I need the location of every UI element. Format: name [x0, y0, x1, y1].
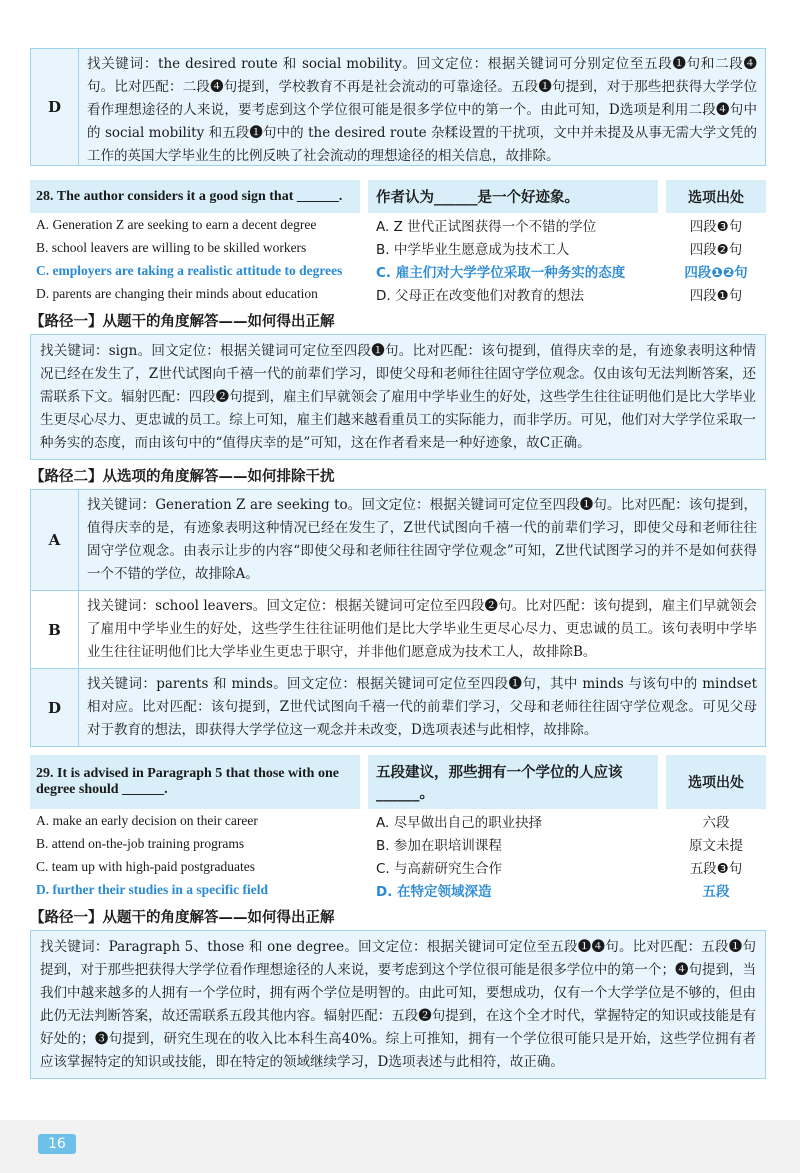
q28-route1-analysis: 找关键词：sign。回文定位：根据关键词可定位至四段❶句。比对匹配：该句提到，值得庆幸的是，有迹象表明这种情况已经在发生了，Z世代试图向千禧一代的前辈们学习，即使父母和老师往往固守学位观念。仅由该句无法判断答案，还需联系下文。辐射匹配：四段❷句提到，雇主们早就领会了雇用中学毕业生的好处，这些学生往往证明他们是比大学毕业生更尽心尽力、更忠诚的员工。综上可知，雇主们越来越看重员工的实际能力，而非学历。可见，他们对大学学位采取一种务实的态度，而由该句中的“值得庆幸的是”可知，这在作者看来是一种好迹象，故C正确。: [30, 334, 766, 460]
q29-route1-analysis: 找关键词：Paragraph 5、those 和 one degree。回文定位：根据关键词可定位至五段❶❹句。比对匹配：五段❶句提到，对于那些把获得大学学位看作理想途径的人来说，要考虑到这个学位很可能是很多学位中的第一个；❹句提到，当我们中越来越多的人拥有一个学位时，拥有两个学位是明智的。由此可知，要想成功，仅有一个大学学位是不够的，但由此仍无法判断答案，故还需联系五段其他内容。辐射匹配：五段❷句提到，在这个全才时代，掌握特定的知识或技能是有好处的；❸句提到，研究生现在的收入比本科生高40%。综上可推知，拥有一个学位很可能只是开始，这些学位拥有者应该掌握特定的知识或技能，即在特定的领域继续学习，D选项表述与此相符，故正确。: [30, 930, 766, 1079]
option-cn: B. 中学毕业生愿意成为技术工人: [376, 241, 570, 258]
q28-route1-title: 【路径一】从题干的角度解答——如何得出正解: [30, 314, 335, 330]
q28-route2-option-d: [30, 669, 766, 747]
q28-route2-title: 【路径二】从选项的角度解答——如何排除干扰: [30, 469, 335, 485]
option-cn: A. 尽早做出自己的职业抉择: [376, 814, 543, 831]
footer-strip: [0, 1120, 800, 1173]
option-source: 四段❷句: [689, 241, 743, 258]
question-28-table: [30, 180, 766, 305]
prev-question-option-d: [30, 48, 766, 166]
option-source: 四段❶❷句: [684, 264, 748, 281]
q28-option-a: [30, 213, 766, 236]
q28-option-b: [30, 236, 766, 259]
q29-option-c: [30, 855, 766, 878]
q28-option-c-correct: [30, 259, 766, 282]
option-cn: A. Z 世代正试图获得一个不错的学位: [376, 218, 597, 235]
q28-route2-options: [30, 489, 766, 747]
option-en: A. make an early decision on their career: [36, 812, 258, 828]
q29-stem-cn: 五段建议，那些拥有一个学位的人应该______。: [368, 755, 658, 809]
q28-option-d: [30, 282, 766, 305]
option-source: 六段: [702, 814, 730, 831]
option-letter: D: [31, 669, 79, 746]
q29-option-a: [30, 809, 766, 832]
q29-stem-en: 29. It is advised in Paragraph 5 that those with one degree should ______.: [30, 755, 360, 809]
question-29-table: [30, 755, 766, 901]
option-analysis: 找关键词：school leavers。回文定位：根据关键词可定位至四段❷句。比对匹配：该句提到，雇主们早就领会了雇用中学毕业生的好处，这些学生往往证明他们是比大学毕业生更尽心尽力、更忠诚的员工。该句表明中学毕业生往往证明他们比大学毕业生更忠于职守，并非他们愿意成为技术工人，故排除B。: [87, 598, 757, 660]
option-source: 四段❶句: [689, 287, 743, 304]
option-letter: B: [31, 591, 79, 668]
q28-stem-cn: 作者认为______是一个好迹象。: [368, 180, 658, 213]
option-source: 五段: [702, 883, 730, 900]
option-letter: A: [31, 490, 79, 590]
q29-option-b: [30, 832, 766, 855]
option-en: B. attend on-the-job training programs: [36, 835, 245, 851]
q28-route2-option-b: [30, 591, 766, 669]
page: [30, 48, 766, 1079]
option-cn: B. 参加在职培训课程: [376, 837, 502, 854]
option-en: C. team up with high-paid postgraduates: [36, 858, 255, 874]
option-en: C. employers are taking a realistic attitude to degrees: [36, 262, 343, 278]
q29-route1-title: 【路径一】从题干的角度解答——如何得出正解: [30, 910, 335, 926]
option-cn: D. 在特定领域深造: [376, 883, 492, 900]
option-source: 原文未提: [689, 837, 743, 854]
option-en: A. Generation Z are seeking to earn a decent degree: [36, 216, 317, 232]
option-source: 五段❸句: [689, 860, 743, 877]
option-analysis: 找关键词：parents 和 minds。回文定位：根据关键词可定位至四段❶句，其中 minds 与该句中的 mindset 相对应。比对匹配：该句提到，Z世代试图向千禧一代的前辈们学习，父母和老师往往固守学位观念。可见父母对于教育的想法，即获得大学学位这一观念并未改变，D选项表述与此相悖，故排除。: [87, 676, 757, 738]
option-analysis: 找关键词：the desired route 和 social mobility。回文定位：根据关键词可分别定位至五段❶句和二段❹句。比对匹配：二段❹句提到，学校教育不再是社会流动的可靠途径。五段❶句提到，对于那些把获得大学学位看作理想途径的人来说，要考虑到这个学位很可能是很多学位中的第一个。由此可知，D选项是利用二段❹句中的 social mobility 和五段❶句中的 the desired route 杂糅设置的干扰项，文中并未提及从事无需大学文凭的工作的英国大学毕业生的比例反映了社会流动的理想途径的相关信息，故排除。: [87, 56, 757, 164]
q29-option-d-correct: [30, 878, 766, 901]
option-cn: C. 雇主们对大学学位采取一种务实的态度: [376, 264, 626, 281]
q29-source-header: 选项出处: [666, 755, 766, 809]
q28-stem-en: 28. The author considers it a good sign that ______.: [30, 180, 360, 213]
option-cn: D. 父母正在改变他们对教育的想法: [376, 287, 584, 304]
q28-source-header: 选项出处: [666, 180, 766, 213]
option-source: 四段❸句: [689, 218, 743, 235]
option-en: D. further their studies in a specific field: [36, 881, 268, 897]
page-number: 16: [38, 1134, 76, 1154]
option-en: D. parents are changing their minds about education: [36, 285, 318, 301]
option-letter: D: [31, 49, 79, 165]
option-cn: C. 与高薪研究生合作: [376, 860, 503, 877]
q28-route2-option-a: [30, 489, 766, 591]
option-en: B. school leavers are willing to be skilled workers: [36, 239, 307, 255]
option-analysis: 找关键词：Generation Z are seeking to。回文定位：根据关键词可定位至四段❶句。比对匹配：该句提到，值得庆幸的是，有迹象表明这种情况已经在发生了，Z世代试图向千禧一代的前辈们学习，即使父母和老师往往固守学位观念。由表示让步的内容“即使父母和老师往往固守学位观念”可知，Z世代试图学习的并不是如何获得一个不错的学位，故排除A。: [87, 497, 757, 582]
